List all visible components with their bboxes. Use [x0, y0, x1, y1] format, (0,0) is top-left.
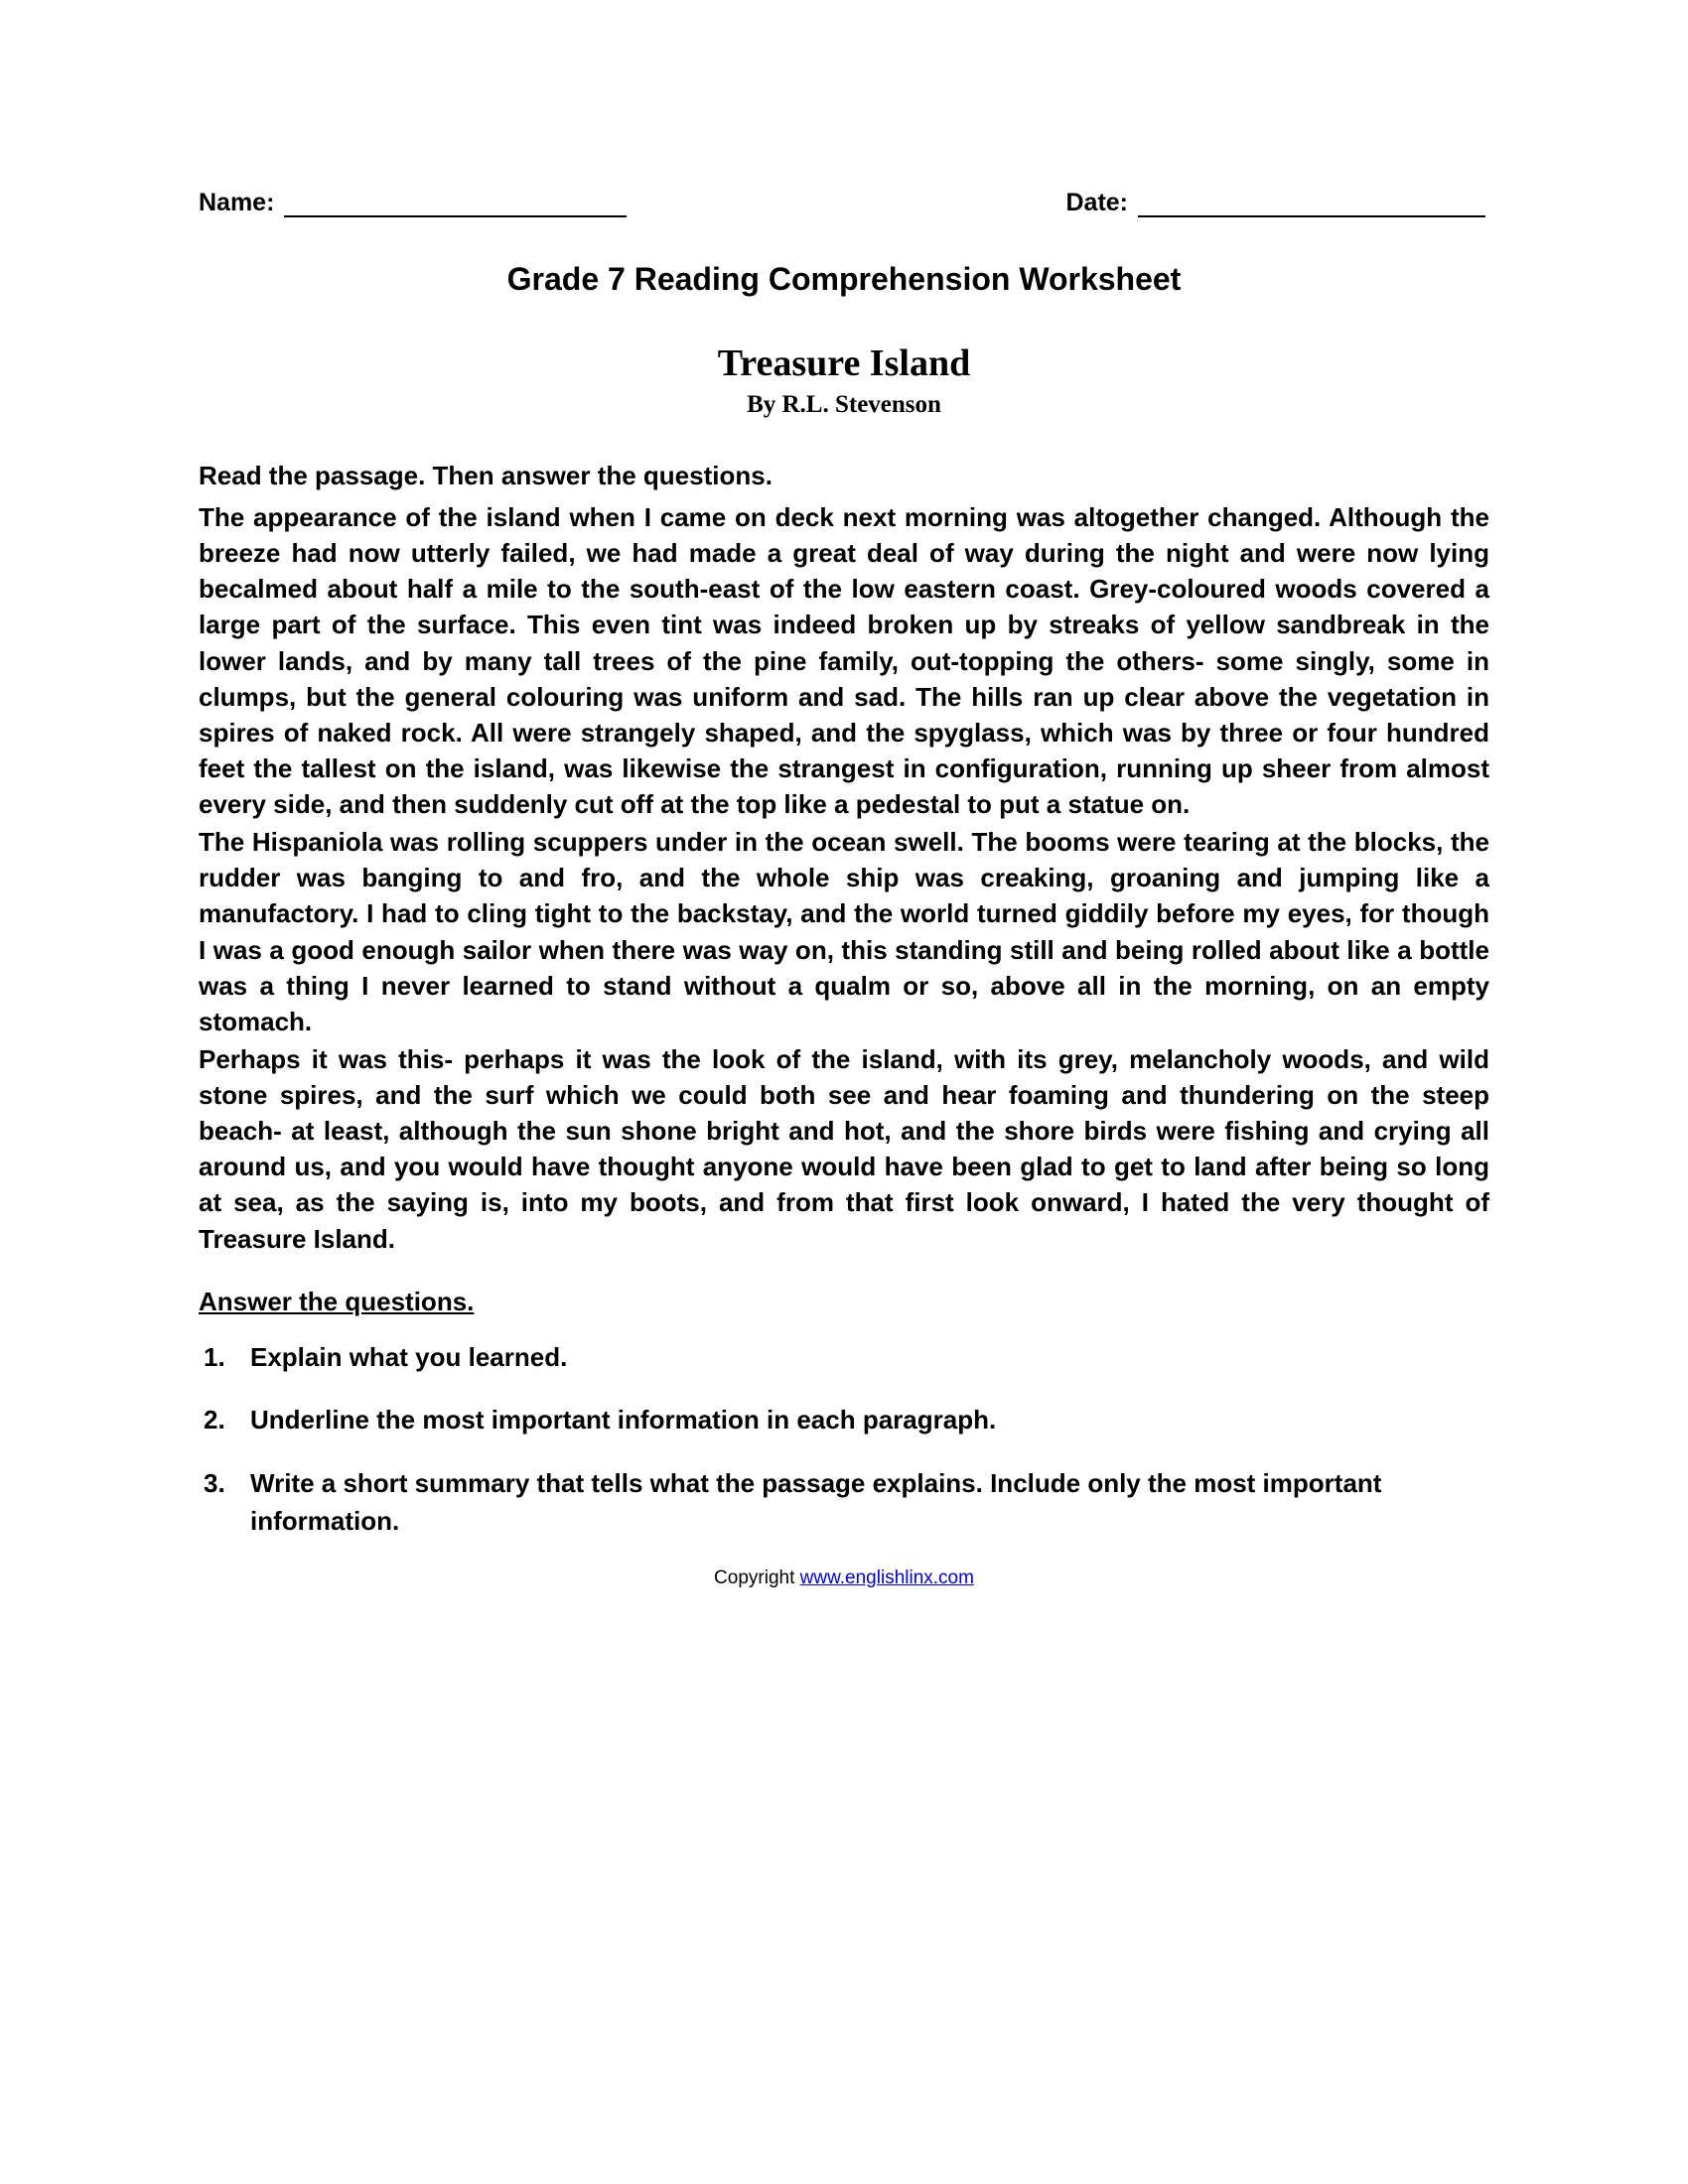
story-title: Treasure Island: [717, 342, 971, 384]
name-write-line[interactable]: [284, 194, 627, 217]
date-write-line[interactable]: [1138, 194, 1485, 217]
list-item: Explain what you learned.: [250, 1341, 568, 1372]
answer-questions-heading: Answer the questions.: [199, 1286, 475, 1316]
passage-paragraph-2: The Hispaniola was rolling scuppers under in the ocean swell. The booms were tearing at the blocks, the rudder was banging to and fro, and the whole ship was creaking, groaning and jumping like a manufactory. I had to cling tight to the backstay, and the world turned giddily before my eyes, for though I was a good enough sailor when there was way on, this standing still and being rolled about like a bottle was a thing I never learned to stand without a qualm or so, above all in the morning, on an empty stomach.: [199, 827, 1489, 1036]
footer: [199, 1568, 1489, 1589]
date-field[interactable]: [1065, 189, 1485, 217]
reading-instruction: Read the passage. Then answer the questions.: [199, 461, 773, 490]
list-item: Write a short summary that tells what the passage explains. Include only the most important information.: [250, 1468, 1382, 1536]
name-date-row: [199, 189, 1489, 217]
name-label: Name:: [199, 189, 275, 216]
englishlinx-link[interactable]: www.englishlinx.com: [799, 1568, 974, 1589]
passage-paragraph-1: The appearance of the island when I came on deck next morning was altogether changed. Although the breeze had now utterly failed, we had made a great deal of way during the night and were now lying becalmed about half a mile to the south-east of the low eastern coast. Grey-coloured woods covered a large part of the surface. This even tint was indeed broken up by streaks of yellow sandbreak in the lower lands, and by many tall trees of the pine family, out-topping the others- some singly, some in clumps, but the general colouring was uniform and sad. The hills ran up clear above the vegetation in spires of naked rock. All were strangely shaped, and the spyglass, which was by three or four hundred feet the tallest on the island, was likewise the strangest in configuration, running up sheer from almost every side, and then suddenly cut off at the top like a pedestal to put a statue on.: [199, 502, 1489, 819]
worksheet-title: Grade 7 Reading Comprehension Worksheet: [506, 261, 1182, 297]
passage-paragraph-3: Perhaps it was this- perhaps it was the look of the island, with its grey, melancholy woods, and wild stone spires, and the surf which we could both see and hear foaming and thundering on the steep beach- at least, although the sun shone bright and hot, and the shore birds were fishing and crying all around us, and you would have thought anyone would have been glad to get to land after being so long at sea, as the saying is, into my boots, and from that first look onward, I hated the very thought of Treasure Island.: [199, 1043, 1489, 1254]
story-author: By R.L. Stevenson: [747, 391, 941, 418]
list-item: Underline the most important information in each paragraph.: [250, 1405, 997, 1435]
copyright-text: Copyright: [714, 1568, 800, 1589]
date-label: Date:: [1065, 189, 1128, 216]
name-field[interactable]: [199, 189, 627, 217]
questions-list: [199, 1339, 1489, 1541]
